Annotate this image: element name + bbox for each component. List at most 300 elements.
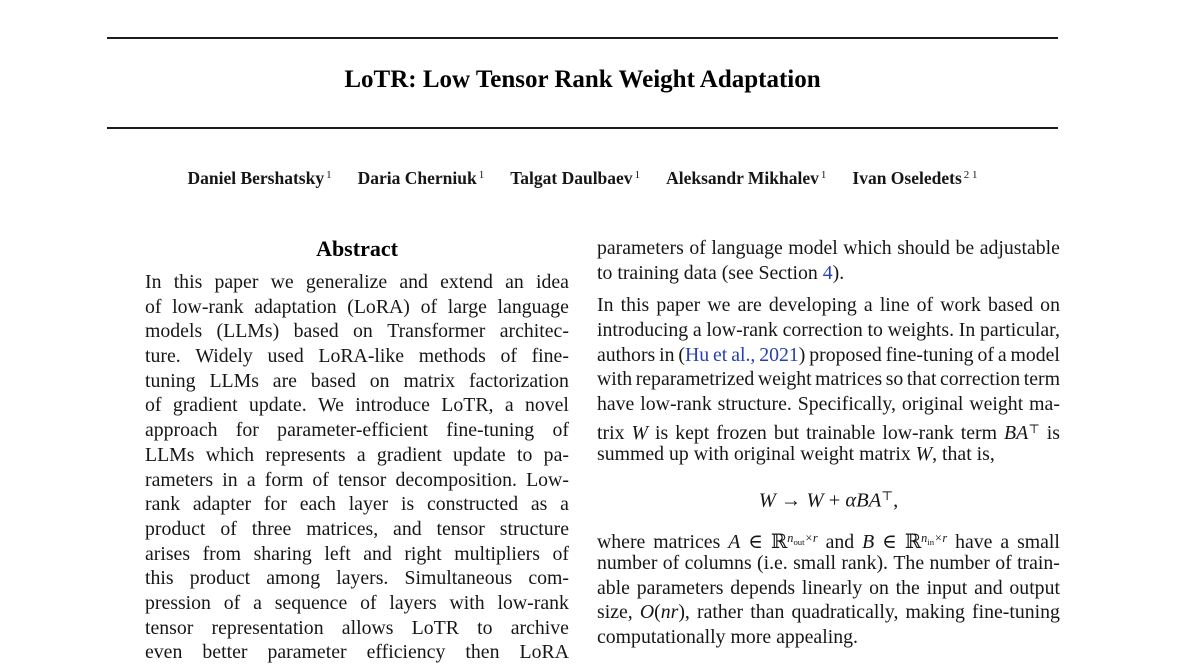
word-token bbox=[528, 566, 569, 591]
text-segment: of bbox=[360, 591, 377, 614]
word-token bbox=[145, 566, 174, 591]
word-token bbox=[222, 468, 237, 493]
text-segment: ), bbox=[678, 601, 690, 624]
word-token bbox=[998, 343, 1007, 368]
word-token bbox=[389, 591, 436, 616]
word-token bbox=[750, 600, 784, 625]
text-segment: to bbox=[517, 443, 533, 466]
text-segment: on bbox=[369, 369, 390, 392]
word-token bbox=[791, 600, 898, 625]
text-segment: arises bbox=[145, 542, 191, 565]
word-token bbox=[730, 576, 795, 601]
text-segment: gradient bbox=[172, 394, 238, 417]
text-segment: LoRA-like bbox=[318, 345, 405, 368]
text-segment: parameter-efficient bbox=[277, 419, 428, 442]
word-token bbox=[988, 293, 1033, 318]
text-segment: used bbox=[267, 345, 304, 368]
word-token bbox=[252, 517, 292, 542]
text-line bbox=[145, 393, 569, 418]
word-token bbox=[841, 551, 888, 576]
word-token bbox=[377, 443, 442, 468]
text-segment: to bbox=[867, 319, 883, 342]
word-token bbox=[886, 367, 904, 392]
text-segment: size, bbox=[597, 601, 633, 624]
word-token bbox=[437, 517, 485, 542]
text-segment: matrices bbox=[815, 368, 883, 391]
word-token bbox=[367, 640, 446, 665]
text-segment: adapter bbox=[192, 493, 252, 516]
text-segment: adjustable bbox=[979, 237, 1060, 259]
text-line bbox=[597, 417, 1060, 442]
word-token bbox=[597, 236, 684, 261]
word-token bbox=[707, 293, 730, 318]
text-segment: fine- bbox=[531, 345, 569, 368]
text-segment: computationally more appealing. bbox=[597, 625, 858, 648]
word-token bbox=[713, 343, 727, 368]
text-segment: matrices bbox=[653, 531, 721, 554]
text-segment: work bbox=[940, 294, 981, 317]
ref-link[interactable]: al., bbox=[731, 343, 756, 366]
word-token bbox=[798, 392, 896, 417]
text-segment: as bbox=[530, 493, 548, 516]
math-segment: ×r bbox=[804, 531, 818, 546]
author-affiliation-sup: 2 1 bbox=[963, 169, 978, 181]
text-line bbox=[145, 295, 569, 320]
text-segment: (LoRA) bbox=[347, 295, 410, 318]
word-token bbox=[505, 270, 524, 295]
text-segment: a bbox=[504, 394, 514, 417]
word-token bbox=[940, 367, 1020, 392]
math-segment: B bbox=[862, 531, 875, 554]
author-name: Ivan Oseledets $^{2 1}$ bbox=[852, 168, 978, 188]
text-segment: so bbox=[885, 368, 904, 391]
text-segment: form bbox=[264, 468, 304, 491]
text-segment: able bbox=[597, 576, 630, 599]
text-segment: model bbox=[1010, 343, 1060, 366]
word-token bbox=[477, 616, 492, 641]
word-token bbox=[498, 591, 569, 616]
ref-link[interactable]: 2021 bbox=[759, 343, 799, 366]
word-token bbox=[440, 270, 493, 295]
word-token bbox=[678, 343, 709, 368]
word-token bbox=[897, 236, 950, 261]
text-segment: of bbox=[220, 517, 237, 540]
word-token bbox=[217, 319, 280, 344]
math-segment: n bbox=[921, 531, 928, 546]
word-token bbox=[552, 418, 568, 443]
text-line bbox=[597, 367, 1060, 392]
word-token bbox=[902, 392, 964, 417]
author-affiliation-sup: 1 bbox=[634, 169, 641, 181]
word-token bbox=[306, 270, 387, 295]
text-segment: model bbox=[788, 237, 838, 259]
text-segment: be bbox=[955, 237, 975, 259]
word-token bbox=[867, 318, 882, 343]
text-line bbox=[145, 517, 569, 542]
word-token bbox=[224, 591, 240, 616]
math-segment: O bbox=[639, 601, 655, 624]
word-token bbox=[145, 640, 182, 665]
text-segment: proposed bbox=[809, 343, 882, 366]
word-token bbox=[783, 318, 863, 343]
word-token bbox=[214, 270, 258, 295]
text-segment: rameters bbox=[145, 468, 214, 491]
text-segment: is bbox=[1046, 421, 1060, 444]
text-segment: for bbox=[263, 493, 287, 516]
text-segment: quadratically, bbox=[791, 601, 899, 624]
text-line bbox=[597, 392, 1060, 417]
text-segment: The bbox=[893, 551, 925, 574]
text-segment: Simultaneous bbox=[404, 567, 513, 590]
text-segment: we bbox=[270, 271, 294, 293]
text-segment: architec- bbox=[499, 320, 569, 343]
word-token bbox=[453, 443, 506, 468]
text-segment: of bbox=[420, 295, 438, 318]
word-token bbox=[404, 542, 441, 567]
word-token bbox=[145, 517, 205, 542]
word-token bbox=[253, 591, 262, 616]
text-line bbox=[597, 442, 1060, 467]
word-token bbox=[311, 369, 356, 394]
author-affiliation-sup: 1 bbox=[820, 169, 827, 181]
math-segment: BA bbox=[1004, 421, 1029, 444]
text-segment: better bbox=[202, 641, 248, 664]
word-token bbox=[174, 270, 203, 295]
text-segment: tuning bbox=[145, 369, 196, 392]
text-segment: of bbox=[552, 542, 569, 565]
text-segment: a bbox=[356, 443, 366, 466]
text-segment: and bbox=[825, 531, 855, 554]
text-segment: novel bbox=[524, 394, 569, 417]
word-token bbox=[640, 392, 711, 417]
word-token bbox=[656, 293, 700, 318]
word-token bbox=[441, 393, 493, 418]
word-token bbox=[1029, 392, 1060, 417]
word-token bbox=[355, 393, 430, 418]
word-token bbox=[336, 566, 388, 591]
text-segment: to training data (see Section bbox=[597, 261, 823, 284]
text-segment: is bbox=[655, 421, 669, 444]
text-line bbox=[597, 318, 1060, 343]
text-segment: low-rank bbox=[706, 319, 778, 342]
word-token bbox=[498, 295, 569, 320]
word-token bbox=[265, 468, 303, 493]
word-token bbox=[454, 542, 540, 567]
word-token bbox=[531, 492, 547, 517]
word-token bbox=[880, 293, 910, 318]
text-segment: rank bbox=[145, 493, 181, 516]
word-token bbox=[793, 551, 836, 576]
text-segment: efficiency bbox=[366, 641, 446, 664]
text-segment: fine-tuning bbox=[885, 343, 974, 366]
word-token bbox=[637, 576, 724, 601]
text-segment: trix bbox=[597, 421, 625, 444]
word-token bbox=[212, 616, 324, 641]
text-segment: ( bbox=[654, 601, 661, 624]
word-token bbox=[706, 318, 777, 343]
equation bbox=[597, 483, 1060, 512]
ref-link[interactable]: Hu bbox=[684, 343, 710, 366]
text-segment: weight bbox=[969, 393, 1024, 416]
text-segment: parameters bbox=[636, 576, 724, 599]
text-line bbox=[145, 591, 569, 616]
word-token bbox=[271, 270, 294, 295]
text-line bbox=[145, 542, 569, 567]
word-token bbox=[145, 319, 202, 344]
math-segment: nr bbox=[660, 601, 679, 624]
text-segment: paper bbox=[214, 271, 259, 293]
author-name: Daniel Bershatsky $^1$ bbox=[187, 168, 332, 188]
word-token bbox=[685, 551, 752, 576]
text-segment: a bbox=[253, 591, 262, 614]
word-token bbox=[532, 344, 569, 369]
word-token bbox=[360, 591, 376, 616]
abstract-text-column bbox=[145, 270, 569, 665]
text-segment: layer bbox=[348, 493, 389, 516]
word-token bbox=[349, 492, 389, 517]
text-segment: generalize bbox=[305, 271, 388, 293]
text-segment: a bbox=[692, 319, 702, 342]
word-token bbox=[907, 367, 937, 392]
text-segment: columns bbox=[684, 551, 752, 574]
text-line bbox=[597, 526, 1060, 554]
math-segment: ×r bbox=[934, 531, 948, 546]
text-segment: update. bbox=[248, 394, 307, 417]
text-segment: three bbox=[251, 517, 292, 540]
word-token bbox=[254, 295, 336, 320]
text-line bbox=[145, 369, 569, 394]
word-token bbox=[220, 517, 236, 542]
text-segment: tensor bbox=[145, 616, 194, 639]
word-token bbox=[403, 369, 455, 394]
text-segment: tensor bbox=[436, 517, 485, 540]
math-segment: A bbox=[728, 531, 741, 554]
text-segment: sequence bbox=[274, 591, 348, 614]
text-segment: and bbox=[399, 271, 428, 293]
text-segment: are bbox=[737, 294, 762, 317]
text-line bbox=[597, 600, 1060, 625]
text-segment: trainable bbox=[806, 421, 876, 444]
word-token bbox=[387, 319, 485, 344]
text-segment: number bbox=[597, 551, 658, 574]
word-token bbox=[300, 492, 336, 517]
word-token bbox=[294, 319, 339, 344]
text-segment: this bbox=[620, 294, 650, 317]
ref-link[interactable]: et bbox=[713, 343, 728, 366]
text-segment: in bbox=[659, 343, 675, 366]
word-token bbox=[711, 236, 782, 261]
word-token bbox=[500, 517, 569, 542]
text-segment: represents bbox=[265, 443, 346, 466]
author-affiliation-sup: 1 bbox=[478, 169, 485, 181]
text-segment: LoTR, bbox=[441, 394, 494, 417]
text-segment: update bbox=[452, 443, 506, 466]
text-segment: language bbox=[497, 295, 569, 318]
word-token bbox=[318, 393, 344, 418]
word-token bbox=[338, 468, 386, 493]
text-line bbox=[145, 344, 569, 369]
title-rule-bottom bbox=[107, 127, 1058, 129]
text-segment: kept bbox=[675, 421, 710, 444]
word-token bbox=[597, 343, 655, 368]
word-token bbox=[511, 616, 569, 641]
word-token bbox=[927, 576, 968, 601]
word-token bbox=[393, 517, 422, 542]
word-token bbox=[940, 293, 981, 318]
text-segment: sharing bbox=[253, 542, 312, 565]
text-segment: LLMs bbox=[145, 443, 195, 466]
text-segment: depends bbox=[730, 576, 796, 599]
text-segment: of bbox=[977, 343, 994, 366]
text-segment: from bbox=[202, 542, 242, 565]
text-segment: but bbox=[773, 421, 800, 444]
math-segment: W bbox=[631, 421, 648, 444]
word-token bbox=[446, 418, 534, 443]
word-token bbox=[306, 517, 378, 542]
word-token bbox=[597, 318, 688, 343]
word-token bbox=[401, 492, 414, 517]
text-segment: based bbox=[988, 294, 1034, 317]
text-segment: a bbox=[997, 343, 1007, 366]
word-token bbox=[249, 393, 307, 418]
text-segment: ℝ bbox=[904, 531, 922, 554]
text-segment: ma- bbox=[1029, 393, 1060, 416]
word-token bbox=[236, 418, 259, 443]
word-token bbox=[697, 600, 743, 625]
text-line bbox=[145, 418, 569, 443]
text-line bbox=[597, 625, 1060, 650]
word-token bbox=[465, 640, 499, 665]
text-segment: rather bbox=[697, 601, 744, 624]
text-segment: product bbox=[145, 517, 206, 540]
word-token bbox=[843, 236, 891, 261]
word-token bbox=[469, 369, 569, 394]
text-segment: fine-tuning bbox=[972, 601, 1060, 624]
text-segment: for bbox=[235, 419, 259, 442]
text-segment: of bbox=[689, 237, 706, 259]
text-segment: of bbox=[552, 419, 569, 442]
text-segment: ∈ bbox=[748, 531, 763, 554]
text-segment: adaptation bbox=[254, 295, 337, 318]
word-token bbox=[268, 640, 347, 665]
word-token bbox=[206, 443, 254, 468]
word-token bbox=[917, 293, 933, 318]
word-token bbox=[247, 468, 256, 493]
word-token bbox=[266, 566, 320, 591]
word-token bbox=[145, 443, 194, 468]
word-token bbox=[145, 344, 181, 369]
text-segment: low-rank bbox=[640, 393, 712, 416]
text-segment: representation bbox=[211, 616, 324, 639]
word-token bbox=[145, 295, 161, 320]
text-segment: We bbox=[318, 394, 344, 417]
word-token bbox=[597, 392, 634, 417]
word-token bbox=[254, 542, 312, 567]
word-token bbox=[500, 344, 516, 369]
text-segment: small bbox=[1017, 531, 1060, 554]
word-token bbox=[273, 369, 297, 394]
text-segment: summed up with original weight matrix bbox=[597, 442, 916, 465]
word-token bbox=[203, 542, 241, 567]
text-segment: that bbox=[906, 368, 937, 391]
word-token bbox=[342, 616, 394, 641]
word-token bbox=[896, 576, 920, 601]
word-token bbox=[145, 270, 161, 295]
word-token bbox=[172, 295, 243, 320]
text-segment: making bbox=[905, 601, 965, 624]
text-segment: decomposition. bbox=[395, 468, 517, 491]
word-token bbox=[145, 542, 190, 567]
text-segment: parameter bbox=[267, 641, 347, 664]
word-token bbox=[738, 293, 762, 318]
author-name: Talgat Daulbaev $^1$ bbox=[510, 168, 641, 188]
author-affiliation-sup: 1 bbox=[326, 169, 332, 181]
word-token bbox=[718, 392, 792, 417]
text-segment: based bbox=[293, 320, 339, 343]
math-segment: W bbox=[806, 489, 824, 512]
text-line bbox=[597, 236, 1060, 261]
text-segment: frozen bbox=[716, 421, 767, 444]
word-token bbox=[621, 293, 650, 318]
word-token bbox=[209, 369, 258, 394]
word-token bbox=[757, 551, 788, 576]
text-segment: a bbox=[863, 294, 873, 317]
text-segment: layers. bbox=[336, 567, 389, 590]
text-segment: pression bbox=[145, 591, 211, 614]
text-segment: the bbox=[895, 576, 920, 599]
text-segment: + bbox=[823, 489, 846, 512]
word-token bbox=[906, 600, 965, 625]
text-segment: methods bbox=[418, 345, 486, 368]
text-segment: then bbox=[465, 641, 500, 664]
word-token bbox=[353, 319, 373, 344]
word-token bbox=[959, 318, 975, 343]
word-token bbox=[597, 600, 633, 625]
text-segment: of bbox=[145, 295, 162, 318]
text-segment: based bbox=[310, 369, 356, 392]
text-segment: allows bbox=[341, 616, 394, 639]
text-segment: paper bbox=[656, 294, 701, 317]
text-segment: layers bbox=[389, 591, 437, 614]
text-segment: correction bbox=[782, 319, 863, 342]
text-line bbox=[145, 566, 569, 591]
text-segment: LoTR bbox=[411, 616, 459, 639]
word-token bbox=[193, 492, 251, 517]
title-rule-top bbox=[107, 37, 1058, 39]
text-segment: matrices, bbox=[306, 517, 379, 540]
math-segment: ⊤ bbox=[1028, 421, 1040, 436]
word-token bbox=[517, 443, 532, 468]
text-segment: with bbox=[449, 591, 485, 614]
text-line bbox=[145, 492, 569, 517]
text-segment: In bbox=[597, 294, 614, 317]
ref-link[interactable]: 4 bbox=[822, 261, 833, 284]
word-token bbox=[1040, 293, 1060, 318]
text-segment: output bbox=[1009, 576, 1060, 599]
word-token bbox=[520, 640, 569, 665]
word-token bbox=[363, 542, 392, 567]
text-segment: ( bbox=[678, 343, 685, 366]
text-segment: a bbox=[1000, 531, 1010, 554]
text-segment: an bbox=[505, 271, 524, 293]
text-segment: In bbox=[958, 319, 976, 342]
word-token bbox=[264, 492, 287, 517]
word-token bbox=[974, 576, 1003, 601]
text-segment: ℝ bbox=[770, 531, 788, 554]
word-token bbox=[809, 343, 882, 368]
word-token bbox=[449, 591, 484, 616]
text-segment: train- bbox=[1017, 551, 1060, 574]
